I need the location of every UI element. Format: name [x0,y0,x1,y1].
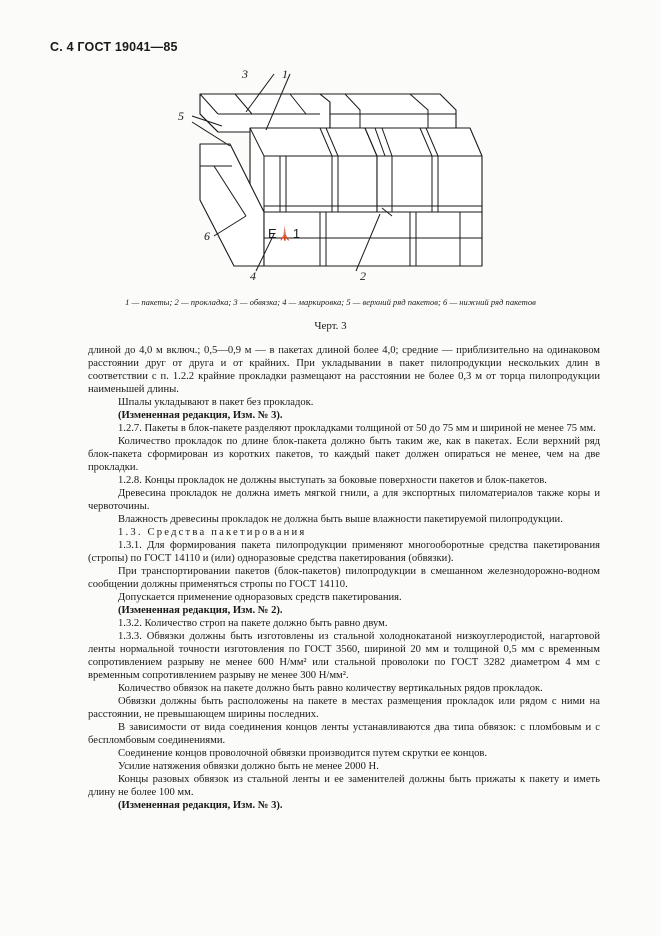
package-drawing [170,66,500,288]
paragraph: Количество обвязок на пакете должно быть равно количеству вертикальных рядов прокладок. [118,683,543,694]
body-text [88,344,600,812]
revision-note: (Измененная редакция, Изм. № 3). [118,800,283,811]
paragraph: Обвязки должны быть расположены на пакете в местах размещения прокладок или рядом с ними на расстоянии, не превышающем ширины последних. [88,696,600,720]
paragraph: Влажность древесины прокладок не должна быть выше влажности пакетируемой пилопродукции. [118,514,563,525]
paragraph: Шпалы укладывают в пакет без прокладок. [118,397,314,408]
figure-label-1: 1 [282,67,288,81]
page-header: С. 4 ГОСТ 19041—85 [50,40,178,54]
paragraph: 1.3.2. Количество строп на пакете должно быть равно двум. [118,618,388,629]
paragraph: 1.2.7. Пакеты в блок-пакете разделяют прокладками толщиной от 50 до 75 мм и шириной не менее 75 мм. [118,423,596,434]
revision-note: (Измененная редакция, Изм. № 3). [118,410,283,421]
figure-label-6: 6 [204,229,210,243]
figure-label-4: 4 [250,269,256,283]
figure-number: Черт. 3 [314,320,347,332]
paragraph: Усилие натяжения обвязки должно быть не менее 2000 Н. [118,761,379,772]
figure-label-5: 5 [178,109,184,123]
package-marking: Е🗼1 [268,226,301,241]
paragraph: длиной до 4,0 м включ.; 0,5—0,9 м — в пакетах длиной более 4,0; средние — приблизительно на одинаковом расстоянии друг от друга и от крайних. При укладывании в пакет пилопродукции нескольких длин в соответствии с п. 1.2.2 крайние прокладки размещают на расстоянии не более 0,3 м от торца пилопродукции наименьшей длины. [88,345,600,395]
revision-note: (Измененная редакция, Изм. № 2). [118,605,283,616]
paragraph: Количество прокладок по длине блок-пакета должно быть таким же, как в пакетах. Если верхний ряд блок-пакета сформирован из коротких пакетов, то каждый пакет должен опираться не менее, чем на две прокладки. [88,436,600,473]
paragraph: Соединение концов проволочной обвязки производится путем скрутки ее концов. [118,748,488,759]
section-heading: 1.3. Средства пакетирования [118,527,307,538]
paragraph: Древесина прокладок не должна иметь мягкой гнили, а для экспортных пиломатериалов также коры и червоточины. [88,488,600,512]
paragraph: 1.3.3. Обвязки должны быть изготовлены из стальной холоднокатаной низкоуглеродистой, нагартовой ленты нормальной точности изготовления по ГОСТ 3560, шириной 20 мм и толщиной 0,5 мм с временным сопротивлением разрыву не менее 600 Н/мм² или стальной проволоки по ГОСТ 3282 диаметром 4 мм с временным сопротивлением разрыву не менее 300 Н/мм². [88,631,600,681]
paragraph: 1.2.8. Концы прокладок не должны выступать за боковые поверхности пакетов и блок-пакетов. [118,475,547,486]
figure-label-2: 2 [360,269,366,283]
package-figure [170,66,500,288]
figure-caption: 1 — пакеты; 2 — прокладка; 3 — обвязка; 4 — маркировка; 5 — верхний ряд пакетов; 6 — нижний ряд пакетов [125,297,536,307]
paragraph: 1.3.1. Для формирования пакета пилопродукции применяют многооборотные средства пакетирования (стропы) по ГОСТ 14110 и (или) одноразовые средства пакетирования (обвязки). [88,540,600,564]
paragraph: Допускается применение одноразовых средств пакетирования. [118,592,402,603]
paragraph: При транспортировании пакетов (блок-пакетов) пилопродукции в смешанном железнодорожно-водном сообщении должны применяться стропы по ГОСТ 14110. [88,566,600,590]
paragraph: Концы разовых обвязок из стальной ленты и ее заменителей должны быть прижаты к пакету и иметь длину не более 100 мм. [88,774,600,798]
figure-label-3: 3 [242,67,248,81]
paragraph: В зависимости от вида соединения концов ленты устанавливаются два типа обвязок: с пломбовым и с беспломбовым соединениями. [88,722,600,746]
